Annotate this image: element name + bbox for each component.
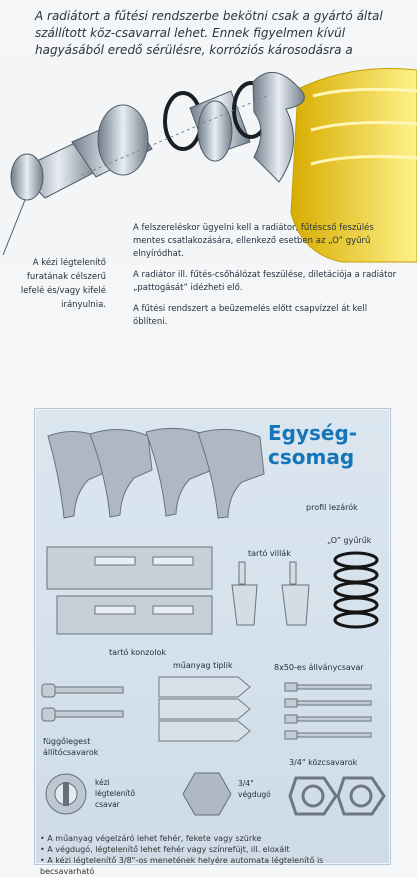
installation-note: A radiátor ill. fűtés-csőhálózat feszülése, diletációja a radiátor „pattogását” idézheti elő.: [133, 270, 397, 293]
end-plug-label: 3/4" végdugó: [238, 779, 271, 799]
installation-note: A felszereléskor ügyelni kell a radiátor, fűtéscső feszülés mentes csatlakozására, ellenkező esetben az „O” gyűrű elnyíródhat.: [133, 223, 374, 259]
vent-note: A kézi légtelenítő furatának célszerű lefelé és/vagy kifelé irányulnia.: [20, 258, 106, 310]
vertical-screws-label: függőlegest állítócsavarok: [43, 737, 99, 757]
holder-bracket-icon: [39, 539, 224, 643]
installation-notes: [133, 222, 403, 337]
panel-title-line: csomag: [268, 445, 355, 469]
plastic-dowel-icon: [154, 672, 256, 745]
o-rings-label: „O” gyűrűk: [327, 536, 372, 545]
package-footnotes: [40, 833, 380, 877]
panel-title: [268, 421, 378, 469]
footnote-item: • A műanyag végelzáró lehet fehér, fekete vagy szürke: [40, 833, 380, 844]
panel-title-line: Egység-: [268, 421, 358, 445]
profile-caps-icon: [40, 418, 265, 528]
holder-brackets-label: tartó konzolok: [109, 648, 167, 657]
profile-caps-label: profil lezárók: [306, 503, 358, 512]
coupling-screw-icon: [288, 772, 384, 820]
standoff-screw-icon: [280, 675, 380, 747]
standoff-screws-label: 8x50-es állványcsavar: [274, 663, 364, 672]
plastic-dowels-label: műanyag tiplik: [173, 661, 233, 670]
coupling-screws-label: 3/4" közcsavarok: [289, 758, 358, 767]
holder-forks-label: tartó villák: [248, 549, 291, 558]
intro-text: A radiátort a fűtési rendszerbe bekötni csak a gyártó által szállított köz-csavarral lehet. Ennek figyelmen kívül hagyásából eredő sérülésre, korróziós károsodásra a: [35, 9, 383, 57]
o-ring-icon: [330, 544, 382, 630]
holder-fork-icon: [227, 557, 319, 633]
footnote-item: • A kézi légtelenítő 3/8"-os menetének helyére automata légtelenítő is becsavarható: [40, 855, 380, 877]
installation-note: A fűtési rendszert a beüzemelés előtt csapvízzel át kell öblíteni.: [133, 304, 368, 327]
manual-vent-icon: [42, 770, 90, 818]
end-plug-icon: [181, 768, 233, 820]
footnote-item: • A végdugó, légtelenítő lehet fehér vagy színrefújt, ill. eloxált: [40, 844, 380, 855]
manual-vent-label: kézi légtelenítő csavar: [95, 778, 136, 809]
vertical-screw-icon: [38, 676, 128, 731]
